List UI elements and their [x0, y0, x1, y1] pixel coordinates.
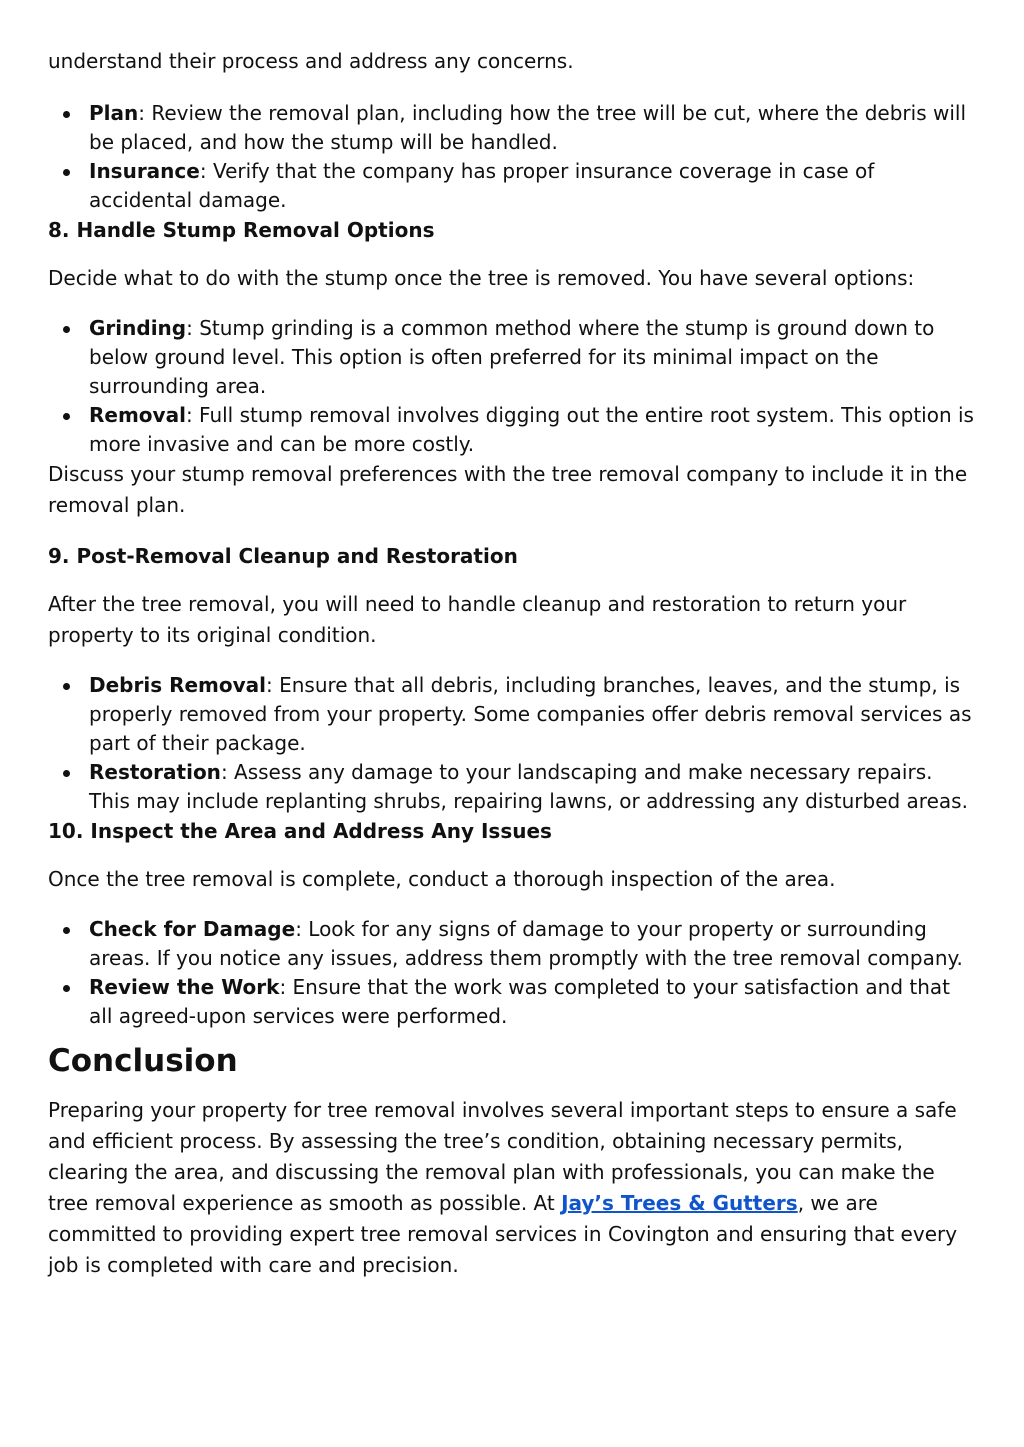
section-heading-10: 10. Inspect the Area and Address Any Issues	[48, 819, 552, 843]
section-9-intro: After the tree removal, you will need to handle cleanup and restoration to return your property to its original condition.	[48, 592, 907, 647]
bullet-icon	[63, 927, 70, 934]
bullet-list-company-checks	[48, 99, 976, 215]
bullet-icon	[63, 111, 70, 118]
list-item-text: : Stump grinding is a common method where the stump is ground down to below ground level. This option is often preferred for its minimal impact on the surrounding area.	[89, 316, 935, 398]
list-item	[48, 973, 976, 1031]
bullet-list-cleanup	[48, 671, 976, 816]
list-item-term: Restoration	[89, 760, 221, 784]
list-item-term: Review the Work	[89, 975, 280, 999]
list-item-term: Insurance	[89, 159, 200, 183]
list-item-text: : Full stump removal involves digging out the entire root system. This option is more invasive and can be more costly.	[89, 403, 974, 456]
bullet-icon	[63, 326, 70, 333]
conclusion-paragraph	[48, 1095, 976, 1281]
list-item-text: : Ensure that the work was completed to your satisfaction and that all agreed-upon services were performed.	[89, 975, 950, 1028]
section-heading-8: 8. Handle Stump Removal Options	[48, 218, 435, 242]
bullet-icon	[63, 169, 70, 176]
list-item	[48, 671, 976, 758]
bullet-icon	[63, 985, 70, 992]
conclusion-text-after: , we are committed to providing expert tree removal services in Covington and ensuring that every job is completed with care and precision.	[48, 1191, 958, 1277]
list-item-term: Plan	[89, 101, 139, 125]
list-item	[48, 99, 976, 157]
bullet-icon	[63, 683, 70, 690]
list-item-text: : Look for any signs of damage to your property or surrounding areas. If you notice any issues, address them promptly with the tree removal company.	[89, 917, 963, 970]
list-item	[48, 157, 976, 215]
bullet-icon	[63, 770, 70, 777]
list-item-term: Grinding	[89, 316, 187, 340]
conclusion-text-before: Preparing your property for tree removal involves several important steps to ensure a safe and efficient process. By assessing the tree’s condition, obtaining necessary permits, clearing the area, and discussing the removal plan with professionals, you can make the tree removal experience as smooth as possible. At	[48, 1098, 957, 1215]
list-item-term: Removal	[89, 403, 186, 427]
list-item-term: Debris Removal	[89, 673, 267, 697]
list-item	[48, 314, 976, 401]
bullet-list-stump-options	[48, 314, 976, 459]
section-heading-9: 9. Post-Removal Cleanup and Restoration	[48, 544, 518, 568]
company-link[interactable]: Jay’s Trees & Gutters	[561, 1191, 798, 1215]
list-item-text: : Assess any damage to your landscaping and make necessary repairs. This may include replanting shrubs, repairing lawns, or addressing any disturbed areas.	[89, 760, 968, 813]
list-item-text: : Review the removal plan, including how the tree will be cut, where the debris will be placed, and how the stump will be handled.	[89, 101, 967, 154]
list-item	[48, 915, 976, 973]
list-item	[48, 401, 976, 459]
conclusion-heading: Conclusion	[48, 1043, 238, 1079]
bullet-list-inspection	[48, 915, 976, 1031]
intro-paragraph-tail: understand their process and address any concerns.	[48, 49, 574, 73]
section-8-intro: Decide what to do with the stump once the tree is removed. You have several options:	[48, 266, 915, 290]
list-item-text: : Verify that the company has proper insurance coverage in case of accidental damage.	[89, 159, 875, 212]
list-item-term: Check for Damage	[89, 917, 296, 941]
section-10-intro: Once the tree removal is complete, conduct a thorough inspection of the area.	[48, 867, 836, 891]
list-item-text: : Ensure that all debris, including branches, leaves, and the stump, is properly removed from your property. Some companies offer debris removal services as part of their package.	[89, 673, 972, 755]
list-item	[48, 758, 976, 816]
section-8-outro: Discuss your stump removal preferences with the tree removal company to include it in the removal plan.	[48, 462, 968, 517]
bullet-icon	[63, 413, 70, 420]
